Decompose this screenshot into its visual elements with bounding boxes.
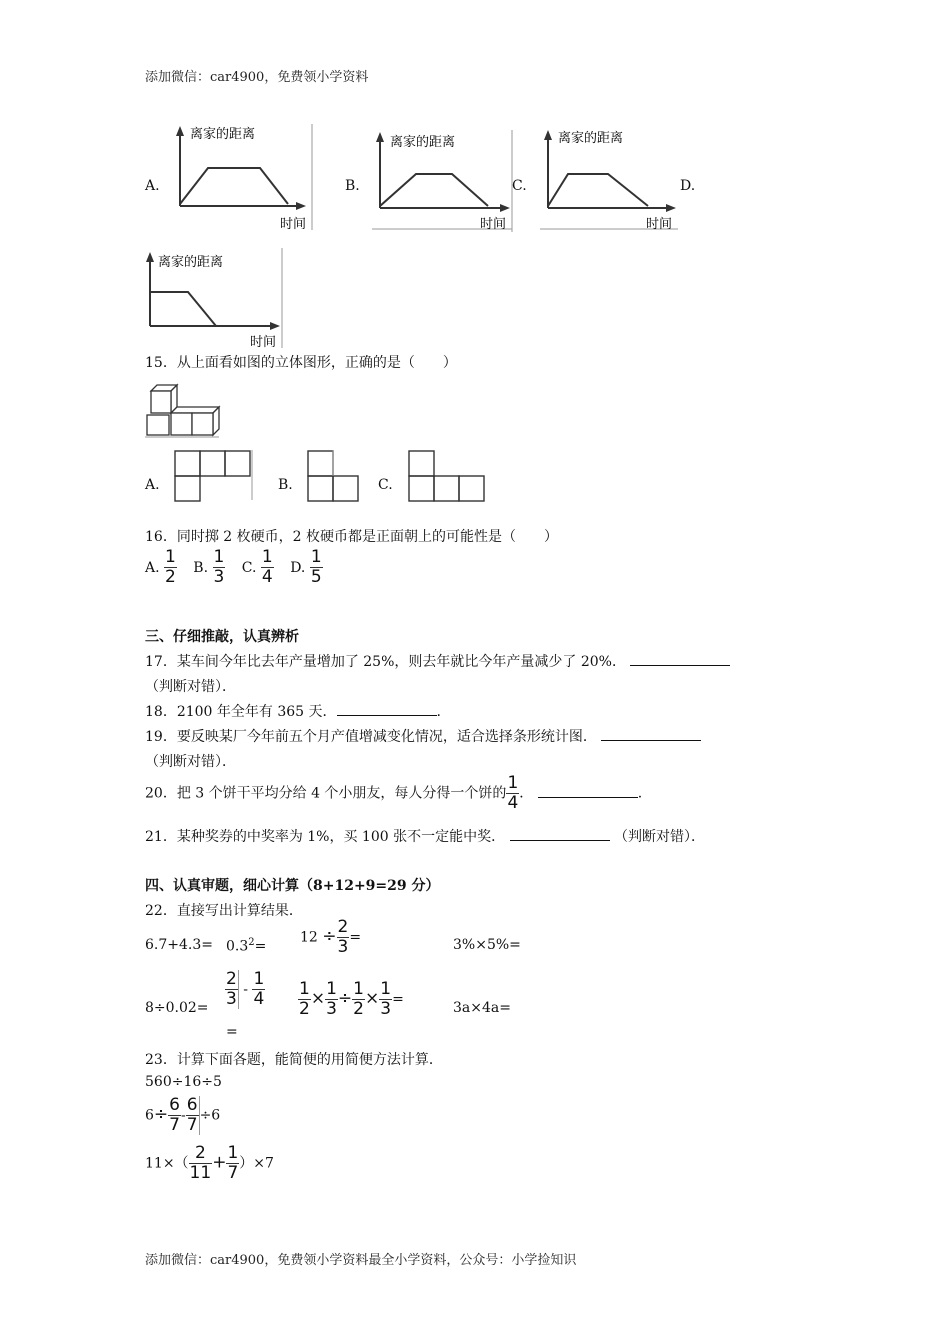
svg-text:时间: 时间 <box>646 217 673 232</box>
q14-option-a-label: A. <box>145 178 160 194</box>
q20: 20．把 3 个饼干平均分给 4 个小朋友，每人分得一个饼的 $\frac{1}{4}$ ． . <box>145 773 643 813</box>
q17-line1: 17．某车间今年比去年产量增加了 25%，则去年就比今年产量减少了 20%． <box>145 651 730 671</box>
q15-solid-figure <box>143 383 223 441</box>
q17-answer-blank[interactable] <box>630 651 730 666</box>
q15-question: 15．从上面看如图的立体图形，正确的是（ ） <box>145 355 457 371</box>
q14-graph-d <box>142 246 292 350</box>
calc-8-div-0.02: 8÷0.02= <box>145 1000 209 1016</box>
calc-12-div-2-3: 12 ÷ $\frac{2}{3}$ = <box>300 917 362 957</box>
q16-option: A. $\frac{1}{2}$ <box>145 547 176 587</box>
page-footer: 添加微信：car4900，免费领小学资料最全小学资料，公众号：小学捡知识 <box>145 1253 577 1268</box>
svg-text:离家的距离: 离家的距离 <box>558 131 624 146</box>
q15-view-a <box>172 448 256 504</box>
q19-line2: （判断对错）． <box>145 754 236 770</box>
calc-3a-x-4a: 3a×4a= <box>453 1000 511 1016</box>
q15-option-b-label: B. <box>278 477 293 493</box>
q16-option: C. $\frac{1}{4}$ <box>241 547 273 587</box>
q16-options <box>145 548 323 587</box>
calc-6-div-fraction: 6÷ $\frac{6}{7}$ - $\frac{6}{7}$ ÷6 <box>145 1095 221 1135</box>
q14-graph-a <box>168 122 318 232</box>
q14-graph-b <box>370 128 520 234</box>
calc-2-3-minus-1-4: $\frac{2}{3}$ - $\frac{1}{4}$ <box>226 969 265 1009</box>
calc-560: 560÷16÷5 <box>145 1074 222 1090</box>
svg-text:时间: 时间 <box>250 335 277 350</box>
q19-line1: 19．要反映某厂今年前五个月产值增减变化情况，适合选择条形统计图． <box>145 726 701 746</box>
q21-answer-blank[interactable] <box>510 826 610 841</box>
q14-option-b-label: B. <box>345 178 360 194</box>
q16-question: 16．同时掷 2 枚硬币，2 枚硬币都是正面朝上的可能性是（ ） <box>145 529 558 545</box>
q15-option-a-label: A. <box>145 477 160 493</box>
q21: 21．某种奖券的中奖率为 1%，买 100 张不一定能中奖． （判断对错）． <box>145 826 705 846</box>
q23-question: 23．计算下面各题，能简便的用简便方法计算． <box>145 1052 443 1068</box>
svg-text:时间: 时间 <box>480 217 507 232</box>
q15-view-c <box>406 448 490 504</box>
svg-text:离家的距离: 离家的距离 <box>158 255 224 270</box>
calc-fraction-chain: $\frac{1}{2}$ × $\frac{1}{3}$ ÷ $\frac{1}{2}$ × $\frac{1}{3}$ = <box>299 979 404 1019</box>
q14-option-c-label: C. <box>512 178 527 194</box>
q16-option: D. $\frac{1}{5}$ <box>290 547 322 587</box>
q18: 18．2100 年全年有 365 天． . <box>145 701 441 721</box>
calc-11-times: 11×（ $\frac{2}{11}$ + $\frac{1}{7}$ ）×7 <box>145 1143 274 1183</box>
q17-line2: （判断对错）． <box>145 679 236 695</box>
calc-0.3-squared: $0.3^2=$ <box>226 937 267 955</box>
q18-answer-blank[interactable] <box>337 701 437 716</box>
q20-answer-blank[interactable] <box>538 783 638 798</box>
q15-view-b <box>305 448 363 504</box>
q15-option-c-label: C. <box>378 477 393 493</box>
q14-graph-c <box>538 126 688 234</box>
page-header: 添加微信：car4900，免费领小学资料 <box>145 70 369 85</box>
svg-text:离家的距离: 离家的距离 <box>390 135 456 150</box>
x-axis-arrow <box>296 202 306 210</box>
graph-line <box>180 168 288 204</box>
q14-option-d-label: D. <box>680 178 696 194</box>
calc-2-3-minus-1-4-eq: = <box>226 1024 238 1040</box>
section3-title: 三、仔细推敲，认真辨析 <box>145 629 299 645</box>
calc-3pct-x-5pct: 3%×5%= <box>453 937 521 953</box>
q22-question: 22．直接写出计算结果． <box>145 903 303 919</box>
y-axis-arrow <box>176 126 184 136</box>
section4-title: 四、认真审题，细心计算（8+12+9=29 分） <box>145 878 440 894</box>
calc-6.7+4.3: 6.7+4.3= <box>145 937 213 953</box>
q19-answer-blank[interactable] <box>601 726 701 741</box>
q16-option: B. $\frac{1}{3}$ <box>193 547 225 587</box>
graph-ylabel: 离家的距离 <box>190 127 256 142</box>
graph-xlabel: 时间 <box>280 217 307 232</box>
